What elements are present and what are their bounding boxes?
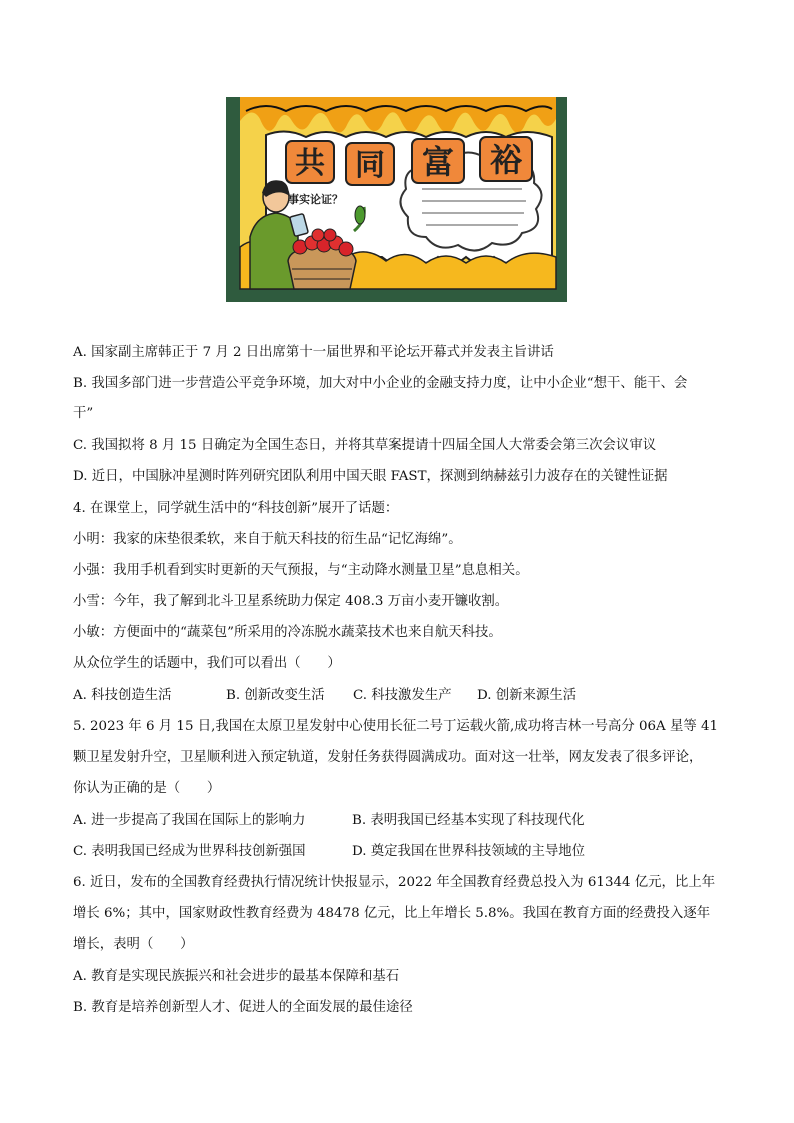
poster-title-char-4: 裕 (489, 141, 523, 179)
q6-option-a: A. 教育是实现民族振兴和社会进步的最基本保障和基石 (73, 969, 400, 984)
q5-stem-line3: 你认为正确的是（ ） (73, 781, 221, 796)
q5-options-row1 (73, 811, 733, 831)
q3-option-b-line1: B. 我国多部门进一步营造公平竞争环境，加大对中小企业的金融支持力度，让中小企业“想干、能干、会 (73, 376, 688, 391)
q3-option-b-line2: 干” (73, 406, 94, 421)
q5-option-b: B. 表明我国已经基本实现了科技现代化 (352, 813, 585, 828)
q3-option-a: A. 国家副主席韩正于 7 月 2 日出席第十一届世界和平论坛开幕式并发表主旨讲话 (73, 345, 554, 360)
q5-option-a: A. 进一步提高了我国在国际上的影响力 (73, 813, 306, 828)
q5-option-c: C. 表明我国已经成为世界科技创新强国 (73, 844, 306, 859)
poster-caption: 事实论证？ (288, 193, 343, 206)
q4-statement-4: 小敏：方便面中的“蔬菜包”所采用的冷冻脱水蔬菜技术也来自航天科技。 (73, 625, 502, 640)
q4-option-d: D. 创新来源生活 (477, 688, 577, 703)
poster-title-char-2: 同 (355, 148, 385, 183)
poster-illustration (226, 97, 567, 302)
q4-statement-1: 小明：我家的床垫很柔软，来自于航天科技的衍生品“记忆海绵”。 (73, 532, 462, 547)
poster-title-char-3: 富 (421, 143, 455, 181)
q5-stem-line1: 5. 2023 年 6 月 15 日,我国在太原卫星发射中心使用长征二号丁运载火箭,成功将吉林一号高分 06A 星等 41 (73, 719, 719, 734)
q6-stem-line2: 增长 6%；其中，国家财政性教育经费为 48478 亿元，比上年增长 5.8%。我国在教育方面的经费投入逐年 (73, 906, 711, 921)
q5-options-row2 (73, 842, 733, 862)
q5-option-d: D. 奠定我国在世界科技领域的主导地位 (352, 844, 586, 859)
q5-stem-line2: 颗卫星发射升空，卫星顺利进入预定轨道，发射任务获得圆满成功。面对这一壮举，网友发表了很多评论， (73, 750, 703, 765)
q4-option-c: C. 科技激发生产 (353, 688, 452, 703)
q6-stem-line1: 6. 近日，发布的全国教育经费执行情况统计快报显示，2022 年全国教育经费总投入为 61344 亿元，比上年 (73, 875, 716, 890)
q4-statement-2: 小强：我用手机看到实时更新的天气预报，与“主动降水测量卫星”息息相关。 (73, 563, 529, 578)
q4-stem: 4. 在课堂上，同学就生活中的“科技创新”展开了话题： (73, 501, 399, 516)
q3-option-c: C. 我国拟将 8 月 15 日确定为全国生态日，并将其草案提请十四届全国人大常委会第三次会议审议 (73, 438, 657, 453)
q4-option-b: B. 创新改变生活 (226, 688, 325, 703)
q3-option-d: D. 近日，中国脉冲星测时阵列研究团队利用中国天眼 FAST，探测到纳赫兹引力波存在的关键性证据 (73, 469, 668, 484)
q4-options (73, 686, 733, 706)
q6-stem-line3: 增长，表明（ ） (73, 937, 194, 952)
poster-figure (226, 97, 567, 302)
q4-option-a: A. 科技创造生活 (73, 688, 172, 703)
q4-statement-3: 小雪：今年，我了解到北斗卫星系统助力保定 408.3 万亩小麦开镰收割。 (73, 594, 509, 609)
poster-title-char-1: 共 (295, 146, 325, 181)
q6-option-b: B. 教育是培养创新型人才、促进人的全面发展的最佳途径 (73, 1000, 413, 1015)
q4-question: 从众位学生的话题中，我们可以看出（ ） (73, 656, 341, 671)
